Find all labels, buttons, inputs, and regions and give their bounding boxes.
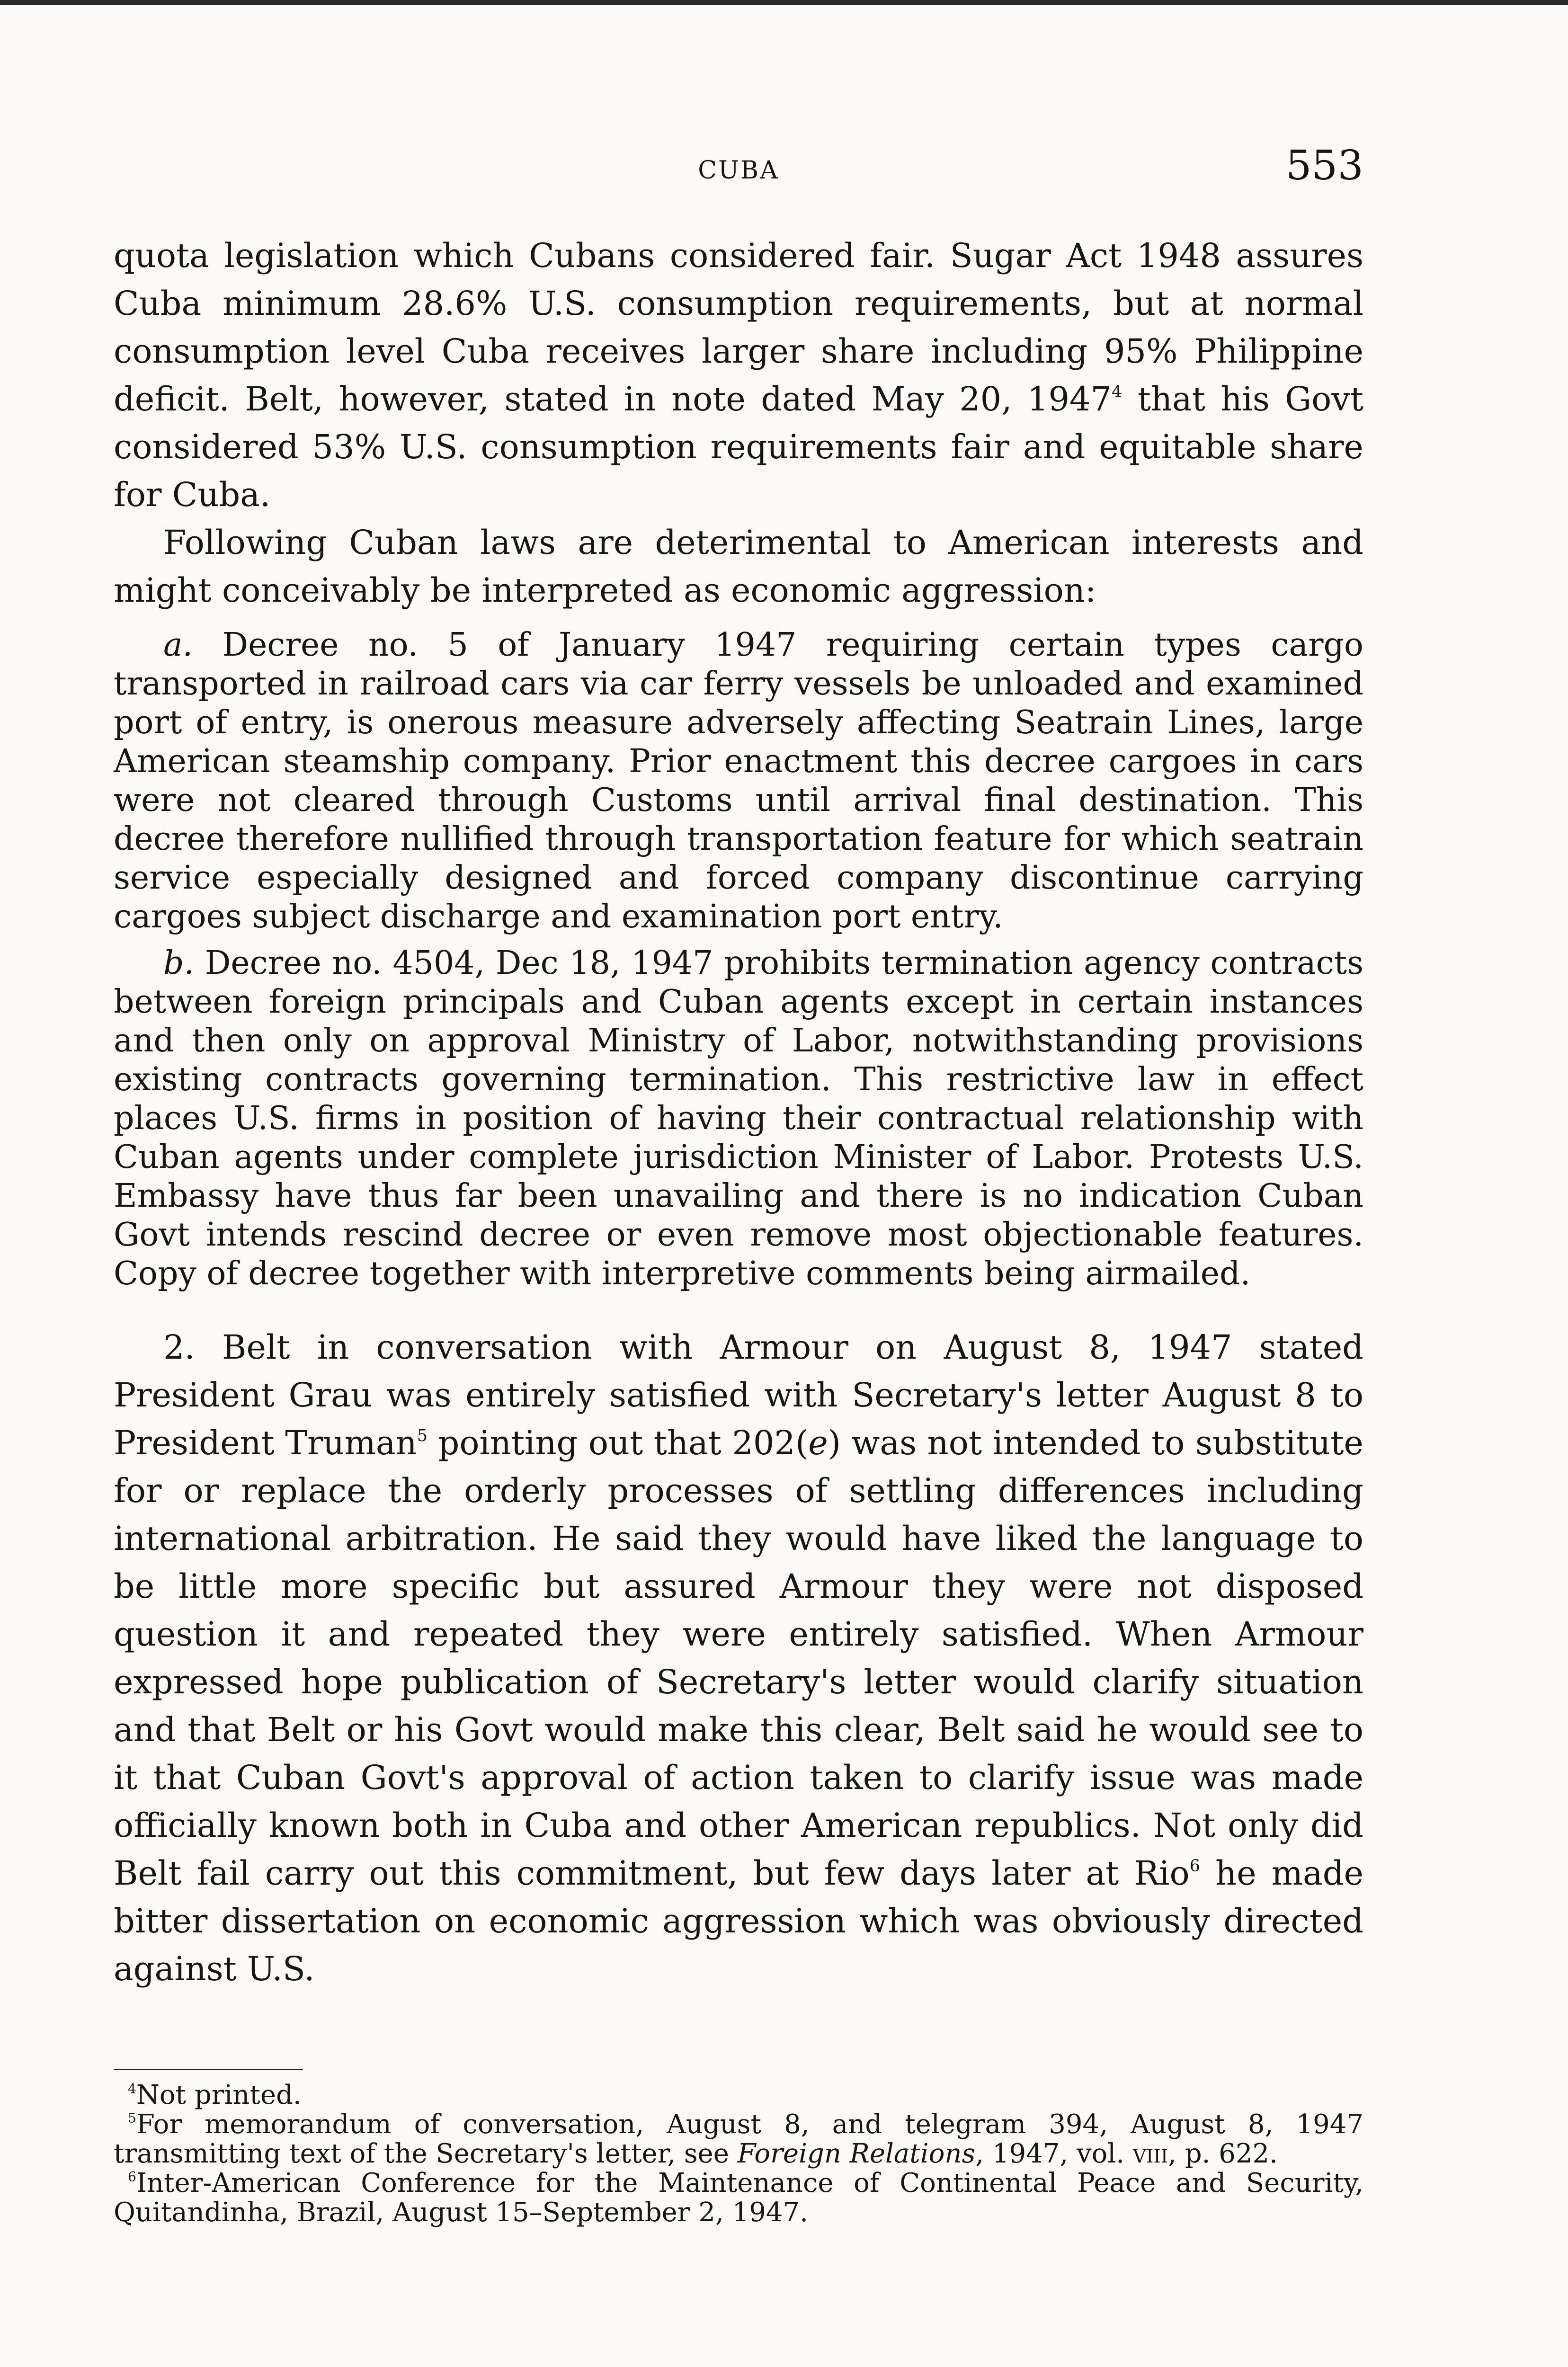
footnote-divider <box>114 2069 303 2070</box>
footnote-4 <box>114 2081 1363 2110</box>
item-text: Decree no. 5 of January 1947 requiring certain types cargo transported in railroad cars via car ferry vessels be unloaded and examined port of entry, is onerous measure adversely affecting Seatrain Lines, large American steamship company. Prior enactment this decree cargoes in cars were not cleared through Customs until arrival final destination. This decree therefore nullified through transportation feature for which seatrain service especially designed and forced company discontinue carrying cargoes subject discharge and examination port entry. <box>114 626 1363 935</box>
page-header <box>114 142 1363 199</box>
footnote-mark: 4 <box>128 2081 136 2097</box>
running-head: CUBA <box>698 156 779 185</box>
footnote-5 <box>114 2110 1363 2169</box>
footnote-volume: viii <box>1132 2138 1168 2169</box>
footnote-text: , 1947, vol. <box>975 2138 1133 2169</box>
paragraph-belt-conversation <box>114 1324 1363 1993</box>
footnote-text: For memorandum of conversation, August 8, and telegram 394, August 8, 1947 transmitting text of the Secretary's letter, see <box>114 2109 1363 2169</box>
footnotes <box>114 2081 1363 2227</box>
footnote-text: Not printed. <box>136 2080 302 2110</box>
body-text <box>114 232 1363 1993</box>
paragraph-text: he made bitter dissertation on economic aggression which was obviously directed against U.S. <box>114 1854 1364 1988</box>
page-top-rule <box>0 0 1568 5</box>
paragraph-text: ) was not intended to substitute for or replace the orderly processes of settling differences including international arbitration. He said they would have liked the language to be little more specific but assured Armour they were not disposed question it and repeated they were entirely satisfied. When Armour expressed hope publication of Secretary's letter would clarify situation and that Belt or his Govt would make this clear, Belt said he would see to it that Cuban Govt's approval of action taken to clarify issue was made officially known both in Cuba and other American republics. Not only did Belt fail carry out this commitment, but few days later at Rio <box>114 1424 1363 1893</box>
item-label: a. <box>163 626 193 664</box>
item-text: Decree no. 4504, Dec 18, 1947 prohibits termination agency contracts between foreign principals and Cuban agents except in certain instances and then only on approval Ministry of Labor, notwithstanding provisions existing contracts governing termination. This restrictive law in effect places U.S. firms in position of having their contractual relationship with Cuban agents under complete jurisdiction Minister of Labor. Protests U.S. Embassy have thus far been unavailing and there is no indication Cuban Govt intends rescind decree or even remove most objectionable features. Copy of decree together with interpretive comments being airmailed. <box>114 944 1363 1292</box>
item-a-decree-5 <box>114 626 1363 936</box>
item-b-decree-4504 <box>114 944 1363 1293</box>
paragraph-text: quota legislation which Cubans considered fair. Sugar Act 1948 assures Cuba minimum 28.6% U.S. consumption requirements, but at normal consumption level Cuba receives larger share including 95% Philippine deficit. Belt, however, stated in note dated May 20, 1947 <box>114 236 1363 418</box>
item-label: b. <box>163 944 195 982</box>
footnote-mark: 6 <box>128 2169 136 2185</box>
footnote-text: , p. 622. <box>1168 2138 1278 2169</box>
paragraph-cuban-laws: Following Cuban laws are deterimental to American interests and might conceivably be interpreted as economic aggression: <box>114 523 1363 610</box>
paragraph-text: that his Govt considered 53% U.S. consumption requirements fair and equitable share for Cuba. <box>114 380 1363 514</box>
footnote-6 <box>114 2169 1363 2227</box>
footnote-ref-6: 6 <box>1189 1857 1200 1876</box>
footnote-ref-4: 4 <box>1112 383 1123 401</box>
paragraph-text: pointing out that 202( <box>427 1424 809 1462</box>
footnote-text: Inter-American Conference for the Maintenance of Continental Peace and Security, Quitandinha, Brazil, August 15–September 2, 1947. <box>114 2168 1363 2228</box>
paragraph-text-italic: e <box>808 1424 828 1462</box>
footnote-ref-5: 5 <box>417 1426 428 1445</box>
footnote-mark: 5 <box>128 2110 136 2126</box>
footnote-publication-title: Foreign Relations <box>737 2138 976 2169</box>
page-number: 553 <box>1285 142 1363 189</box>
paragraph-quota-legislation <box>114 232 1363 519</box>
paragraph-text: 2. Belt in conversation with Armour on August 8, 1947 stated President Grau was entirely satisfied with Secretary's letter August 8 to President Truman <box>114 1328 1363 1462</box>
